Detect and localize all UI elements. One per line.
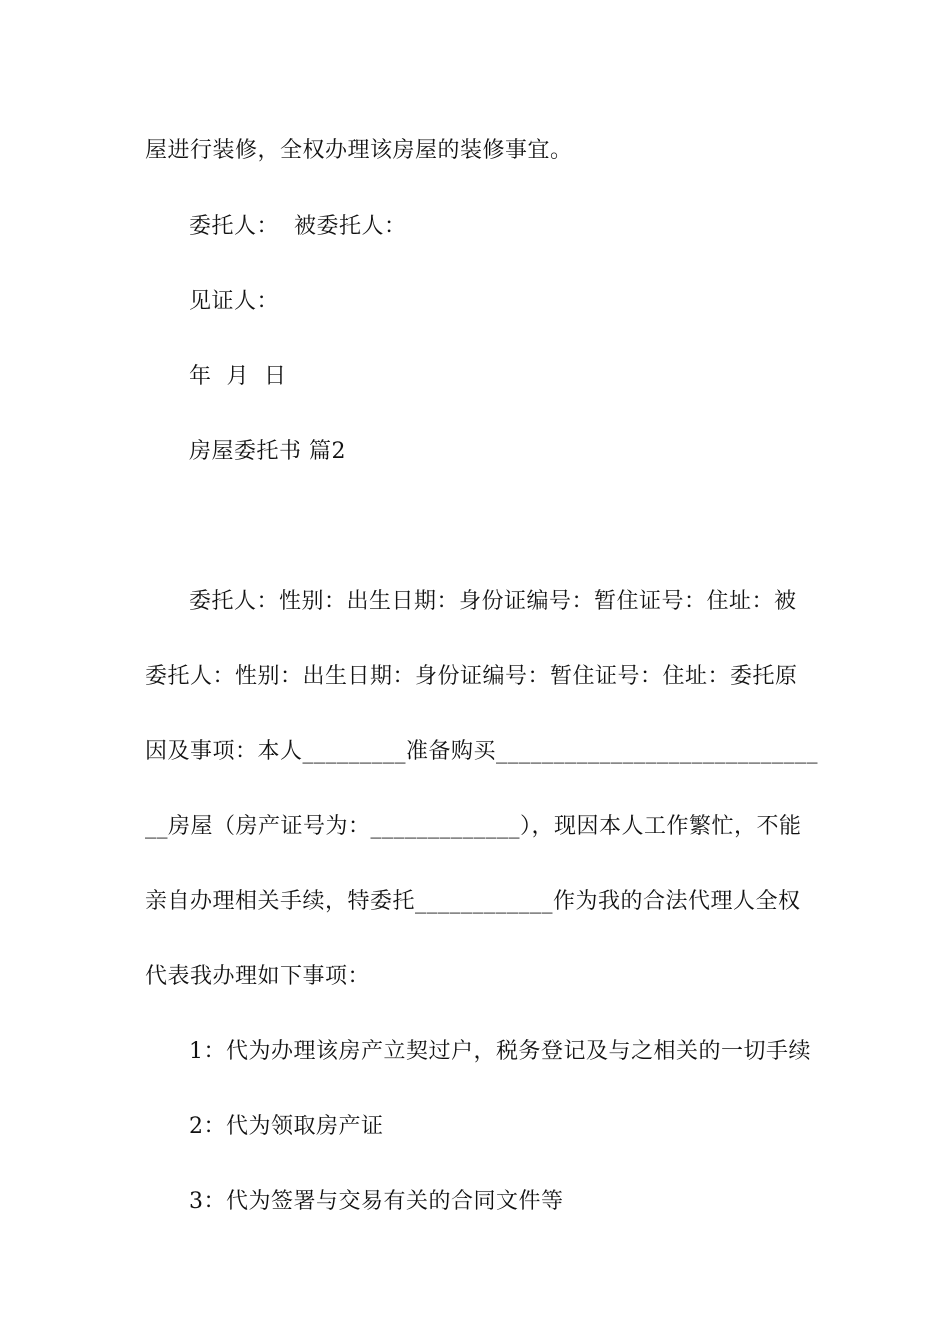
signature-date: 年 月 日 xyxy=(189,364,287,389)
signature-principal-agent: 委托人： 被委托人： xyxy=(189,214,407,239)
paragraph-line-2: 委托人：性别：出生日期：身份证编号：暂住证号：住址：委托原 xyxy=(145,664,798,689)
paragraph-line-1: 委托人：性别：出生日期：身份证编号：暂住证号：住址：被 xyxy=(189,589,797,614)
list-item-3: 3：代为签署与交易有关的合同文件等 xyxy=(189,1189,564,1214)
list-item-1: 1：代为办理该房产立契过户，税务登记及与之相关的一切手续 xyxy=(189,1039,811,1064)
paragraph-line-4: __房屋（房产证号为：_____________），现因本人工作繁忙，不能 xyxy=(145,814,802,839)
signature-witness: 见证人： xyxy=(189,289,280,314)
paragraph-line-renovation: 屋进行装修，全权办理该房屋的装修事宜。 xyxy=(145,138,573,163)
paragraph-line-3: 因及事项：本人_________准备购买____________________________ xyxy=(145,739,819,764)
paragraph-line-6: 代表我办理如下事项： xyxy=(145,964,371,989)
paragraph-line-5: 亲自办理相关手续，特委托____________作为我的合法代理人全权 xyxy=(145,889,801,914)
list-item-2: 2：代为领取房产证 xyxy=(189,1114,384,1139)
section-heading: 房屋委托书 篇2 xyxy=(189,439,346,464)
